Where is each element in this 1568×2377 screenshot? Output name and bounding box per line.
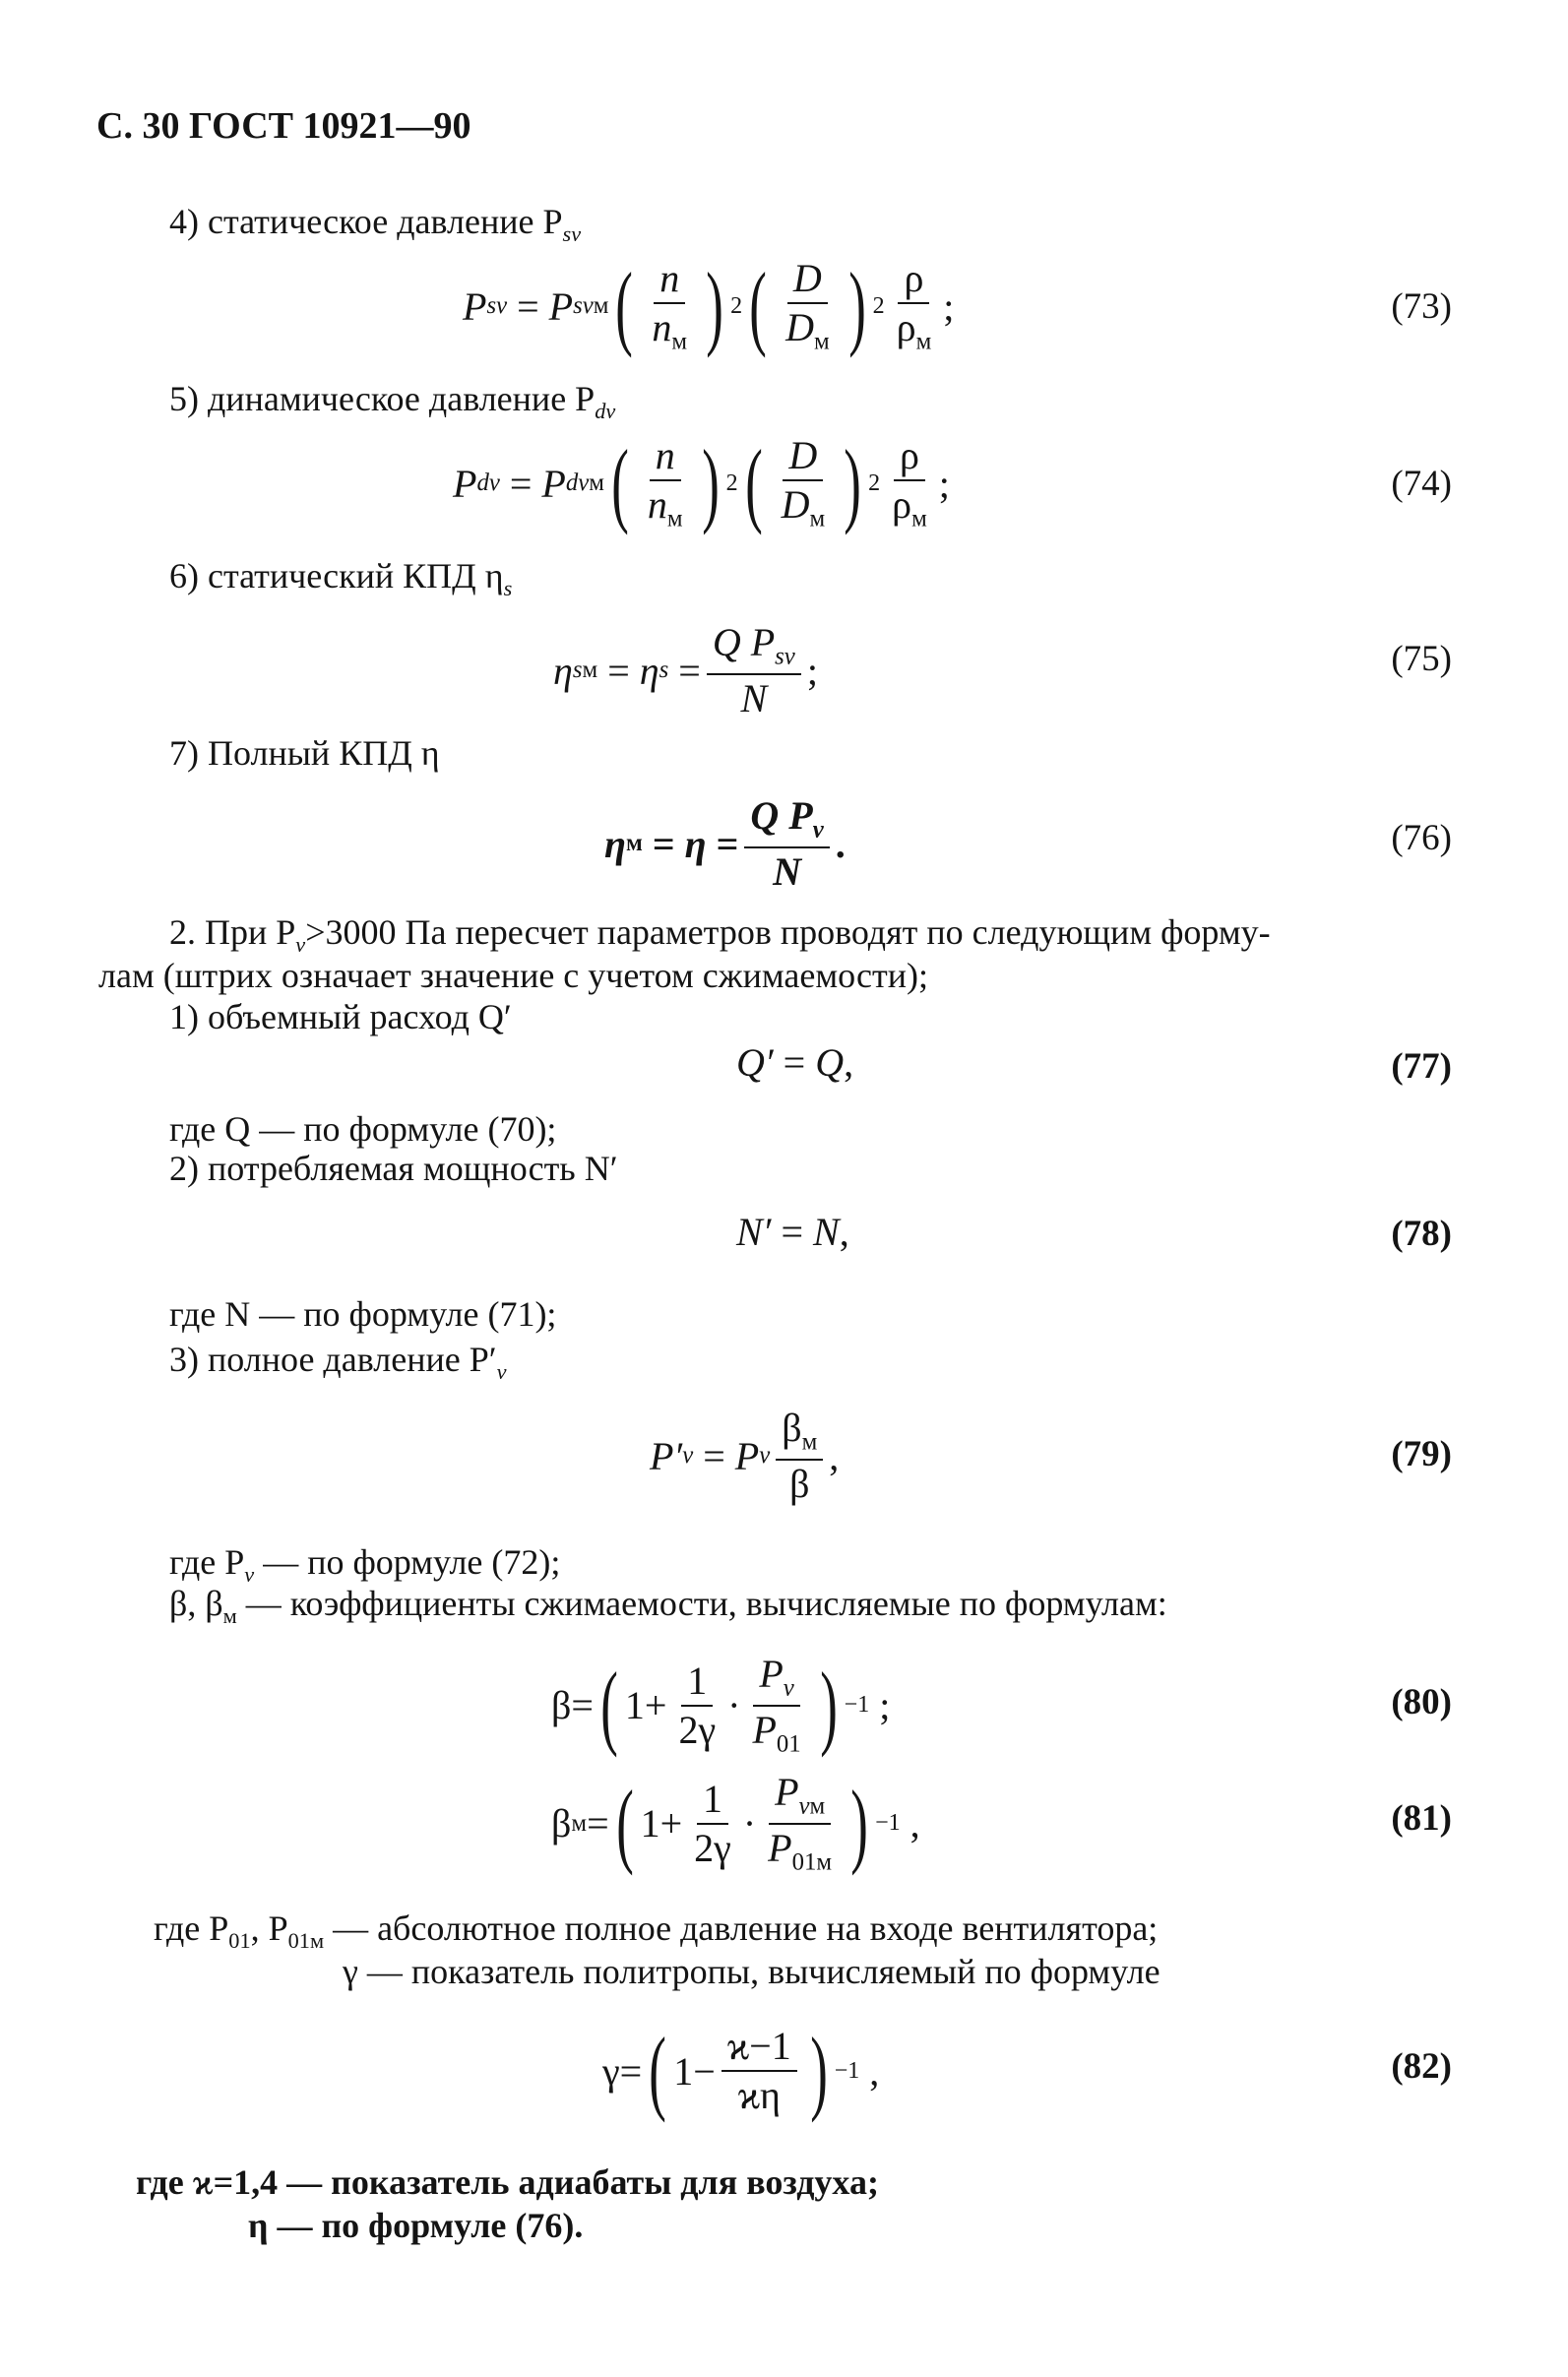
- item-full-pressure: 3) полное давление $P'_v$: [169, 1340, 507, 1384]
- where-gamma: γ — показатель политропы, вычисляемый по формуле: [343, 1952, 1160, 1991]
- formula-73: P sv = P sv м ( $\frac{n}{n_м}$ ) 2 ( $\frac{D}{D_м}$ ) 2 $\frac{\rho}{\rho_м}$ ;: [463, 253, 955, 359]
- equation-number-77: (77): [1391, 1046, 1452, 1087]
- where-pv: где $P_v$ — по формуле (72);: [169, 1542, 561, 1587]
- equation-number-79: (79): [1391, 1434, 1452, 1474]
- item-subscript: dv: [595, 398, 616, 423]
- formula-75: η s м = η s = $\frac{Q P_{sv}}{N}$ ;: [553, 620, 818, 720]
- formula-78: N′ = N ,: [736, 1210, 849, 1254]
- item-text: 5) динамическое давление P: [169, 379, 596, 418]
- item-text: 4) статическое давление P: [169, 202, 563, 241]
- formula-79: P′ v = P v $\frac{\beta_м}{\beta}$ ,: [650, 1406, 840, 1506]
- formula-82: γ= ( 1− $\frac{ϰ-1}{ϰ\eta}$ ) −1 ,: [602, 2017, 880, 2123]
- page-header: С. 30 ГОСТ 10921—90: [96, 105, 471, 147]
- where-text: , P: [250, 1908, 288, 1948]
- formula-77: Q′ = Q ,: [736, 1040, 854, 1085]
- where-q: где Q — по формуле (70);: [169, 1109, 557, 1149]
- where-text: β, β: [169, 1584, 223, 1623]
- equation-number-82: (82): [1391, 2046, 1452, 2087]
- equation-number-81: (81): [1391, 1798, 1452, 1839]
- formula-80: β= ( 1+ $\frac{1}{2\gamma}$ · $\frac{P_v}{P_{01}}$ ) −1 ;: [551, 1652, 891, 1758]
- equation-number-73: (73): [1391, 286, 1452, 327]
- equation-number-76: (76): [1391, 818, 1452, 858]
- item-full-efficiency: 7) Полный КПД η: [169, 733, 440, 773]
- paragraph-text: >3000 Па пересчет параметров проводят по следующим форму-: [305, 912, 1271, 952]
- where-p01: где $P_{01}$, $P_{01м}$ — абсолютное полное давление на входе вентилятора;: [154, 1908, 1159, 1953]
- equation-number-80: (80): [1391, 1682, 1452, 1722]
- where-text: — абсолютное полное давление на входе вентилятора;: [324, 1908, 1159, 1948]
- item-static-pressure: [169, 201, 581, 248]
- where-n: где N — по формуле (71);: [169, 1294, 557, 1334]
- paragraph-2-line-2: лам (штрих означает значение с учетом сжимаемости);: [98, 956, 928, 995]
- item-volume-flow: 1) объемный расход Q′: [169, 997, 512, 1036]
- formula-81: β м = ( 1+ $\frac{1}{2\gamma}$ · $\frac{P_{vм}}{P_{01м}}$ ) −1 ,: [551, 1770, 920, 1876]
- formula-76: η м = η = $\frac{Q P_v}{N}$ .: [604, 793, 846, 894]
- item-subscript: sv: [562, 220, 582, 246]
- equation-number-78: (78): [1391, 1214, 1452, 1254]
- where-text: — коэффициенты сжимаемости, вычисляемые по формулам:: [236, 1584, 1167, 1623]
- where-text: — по формуле (72);: [254, 1542, 561, 1582]
- paragraph-2-line-1: 2. При $P_v>3000$ Па пересчет параметров проводят по следующим форму-: [169, 912, 1271, 957]
- equation-number-74: (74): [1391, 464, 1452, 504]
- item-dynamic-pressure: [169, 378, 615, 425]
- where-beta: β, $\beta_м$ — коэффициенты сжимаемости, вычисляемые по формулам:: [169, 1584, 1167, 1628]
- item-static-efficiency: [169, 555, 512, 602]
- where-eta: η — по формуле (76).: [248, 2206, 584, 2245]
- equation-number-75: (75): [1391, 639, 1452, 679]
- item-power: 2) потребляемая мощность N′: [169, 1149, 618, 1188]
- item-subscript: s: [503, 575, 513, 600]
- paragraph-text: 2. При P: [169, 912, 296, 952]
- where-text: где P: [154, 1908, 229, 1948]
- formula-74: P dv = P dv м ( $\frac{n}{n_м}$ ) 2 ( $\frac{D}{D_м}$ ) 2 $\frac{\rho}{\rho_м}$ ;: [453, 430, 950, 536]
- item-text: 6) статический КПД η: [169, 556, 504, 595]
- item-text: 3) полное давление P′: [169, 1340, 497, 1379]
- where-text: где P: [169, 1542, 245, 1582]
- where-kappa: где ϰ=1,4 — показатель адиабаты для воздуха;: [136, 2162, 879, 2202]
